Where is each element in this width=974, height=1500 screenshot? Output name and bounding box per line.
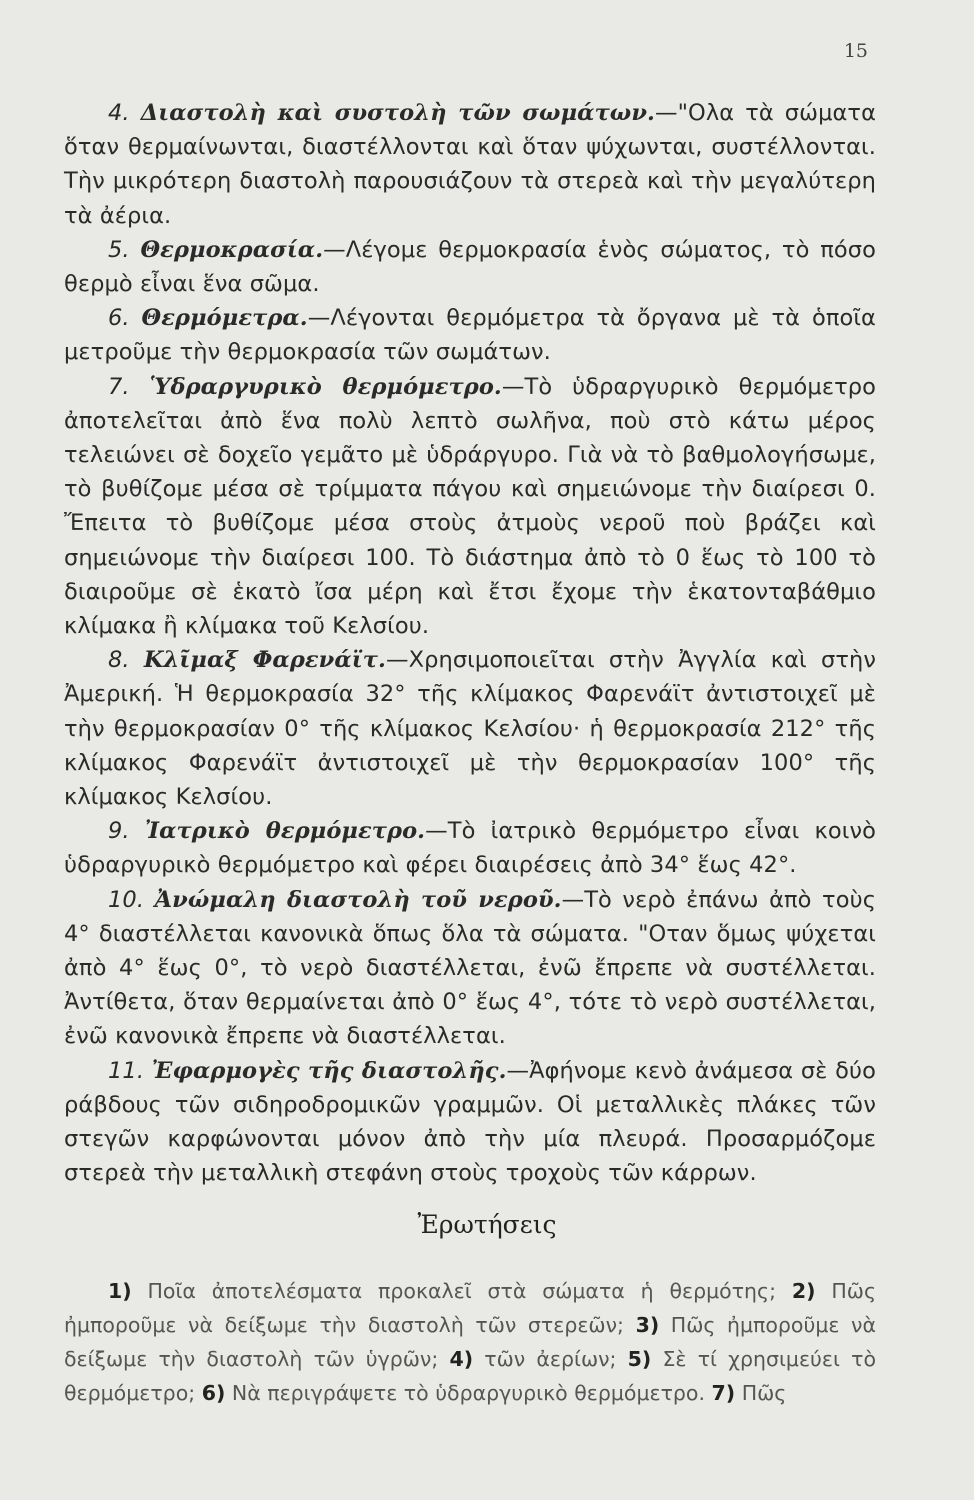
- section-text: —"Ολα τὰ σώματα ὅταν θερμαίνωνται, διαστέλλονται καὶ ὅταν ψύχωνται, συστέλλονται. Τὴν μικρότερη διαστολὴ παρουσιάζουν τὰ στερεὰ καὶ τὴν μεγαλύτερη τὰ ἀέρια.: [64, 100, 877, 229]
- question-number: 7): [711, 1381, 736, 1405]
- section-title: Ἰατρικὸ θερμόμετρο.: [144, 818, 426, 845]
- body-text: [64, 96, 876, 1191]
- paragraph-section-9: [64, 814, 876, 882]
- paragraph-section-5: [64, 233, 876, 301]
- section-title: Θερμόμετρα.: [141, 305, 308, 332]
- section-number: 9.: [108, 818, 130, 845]
- question-text: Πῶς ἠμποροῦμε νὰ δείξωμε τὴν διαστολὴ τῶν ὑγρῶν;: [64, 1313, 876, 1371]
- section-text: —Τὸ νερὸ ἐπάνω ἀπὸ τοὺς 4° διαστέλλεται κανονικὰ ὅπως ὅλα τὰ σώματα. "Οταν ὅμως ψύχεται ἀπὸ 4° ἕως 0°, τὸ νερὸ διαστέλλεται, ἐνῶ ἔπρεπε νὰ συστέλλεται. Ἀντίθετα, ὅταν θερμαίνεται ἀπὸ 0° ἕως 4°, τότε τὸ νερὸ συστέλλεται, ἐνῶ κανονικὰ ἔπρεπε νὰ διαστέλλεται.: [64, 886, 876, 1050]
- question-text: τῶν ἀερίων;: [484, 1347, 617, 1371]
- section-number: 11.: [108, 1057, 145, 1084]
- section-title: Ὑδραργυρικὸ θερμόμετρο.: [149, 373, 502, 400]
- section-number: 10.: [108, 886, 145, 913]
- section-title: Ἀνώμαλη διαστολὴ τοῦ νεροῦ.: [154, 886, 562, 913]
- question-text: Σὲ τί χρησιμεύει τὸ θερμόμετρο;: [64, 1347, 876, 1405]
- page-number: 15: [843, 40, 868, 62]
- paragraph-section-7: [64, 370, 876, 644]
- question-number: 5): [627, 1347, 652, 1371]
- paragraph-section-11: [64, 1054, 876, 1191]
- section-title: Διαστολὴ καὶ συστολὴ τῶν σωμάτων.: [140, 100, 655, 126]
- paragraph-section-6: [64, 301, 876, 369]
- section-number: 6.: [108, 305, 130, 332]
- questions-heading: Ἐρωτήσεις: [417, 1210, 557, 1239]
- paragraph-section-4: [64, 96, 876, 233]
- section-number: 7.: [108, 373, 130, 400]
- section-number: 8.: [108, 647, 130, 674]
- section-title: Κλῖμαξ Φαρενάϊτ.: [143, 647, 386, 674]
- questions-block: [64, 1274, 876, 1410]
- question-text: Πῶς ἠμποροῦμε νὰ δείξωμε τὴν διαστολὴ τῶν στερεῶν;: [64, 1279, 876, 1337]
- question-text: Ποῖα ἀποτελέσματα προκαλεῖ στὰ σώματα ἡ θερμότης;: [147, 1279, 776, 1303]
- paragraph-section-10: [64, 883, 876, 1054]
- section-title: Θερμοκρασία.: [140, 236, 324, 263]
- section-number: 4.: [108, 100, 130, 126]
- questions-paragraph: [64, 1274, 876, 1410]
- section-text: —Τὸ ἰατρικὸ θερμόμετρο εἶναι κοινὸ ὑδραργυρικὸ θερμόμετρο καὶ φέρει διαιρέσεις ἀπὸ 34° ἕως 42°.: [64, 818, 876, 879]
- section-text: —Λέγομε θερμοκρασία ἑνὸς σώματος, τὸ πόσο θερμὸ εἶναι ἕνα σῶμα.: [64, 236, 876, 298]
- section-text: —Χρησιμοποιεῖται στὴν Ἀγγλία καὶ στὴν Ἀμερική. Ἡ θερμοκρασία 32° τῆς κλίμακος Φαρενάϊτ ἀντιστοιχεῖ μὲ τὴν θερμοκρασίαν 0° τῆς κλίμακος Κελσίου· ἡ θερμοκρασία 212° τῆς κλίμακος Φαρενάϊτ ἀντιστοιχεῖ μὲ τὴν θερμοκρασίαν 100° τῆς κλίμακος Κελσίου.: [64, 647, 876, 811]
- section-number: 5.: [108, 236, 130, 263]
- paragraph-section-8: [64, 643, 876, 814]
- section-text: —Ἀφήνομε κενὸ ἀνάμεσα σὲ δύο ράβδους τῶν σιδηροδρομικῶν γραμμῶν. Οἱ μεταλλικὲς πλάκες τῶν στεγῶν καρφώνονται μόνον ἀπὸ τὴν μία πλευρά. Προσαρμόζομε στερεὰ τὴν μεταλλικὴ στεφάνη στοὺς τροχοὺς τῶν κάρρων.: [64, 1057, 876, 1187]
- question-number: 1): [108, 1279, 132, 1303]
- question-number: 3): [635, 1313, 660, 1337]
- question-number: 2): [791, 1279, 816, 1303]
- section-text: —Τὸ ὑδραργυρικὸ θερμόμετρο ἀποτελεῖται ἀπὸ ἕνα πολὺ λεπτὸ σωλῆνα, ποὺ στὸ κάτω μέρος τελειώνει σὲ δοχεῖο γεμᾶτο μὲ ὑδράργυρο. Γιὰ νὰ τὸ βαθμολογήσωμε, τὸ βυθίζομε μέσα σὲ τρίμματα πάγου καὶ σημειώνομε τὴν διαίρεσι 0. Ἔπειτα τὸ βυθίζομε μέσα στοὺς ἀτμοὺς νεροῦ ποὺ βράζει καὶ σημειώνομε τὴν διαίρεσι 100. Τὸ διάστημα ἀπὸ τὸ 0 ἕως τὸ 100 τὸ διαιροῦμε σὲ ἑκατὸ ἴσα μέρη καὶ ἔτσι ἔχομε τὴν ἑκατονταβάθμιο κλίμακα ἢ κλίμακα τοῦ Κελσίου.: [64, 373, 876, 640]
- question-text: Πῶς: [741, 1381, 787, 1405]
- question-number: 4): [449, 1347, 474, 1371]
- section-text: —Λέγονται θερμόμετρα τὰ ὄργανα μὲ τὰ ὁποῖα μετροῦμε τὴν θερμοκρασία τῶν σωμάτων.: [64, 305, 876, 366]
- question-number: 6): [201, 1381, 226, 1405]
- section-title: Ἐφαρμογὲς τῆς διαστολῆς.: [151, 1057, 507, 1084]
- question-text: Νὰ περιγράψετε τὸ ὑδραργυρικὸ θερμόμετρο.: [231, 1381, 705, 1405]
